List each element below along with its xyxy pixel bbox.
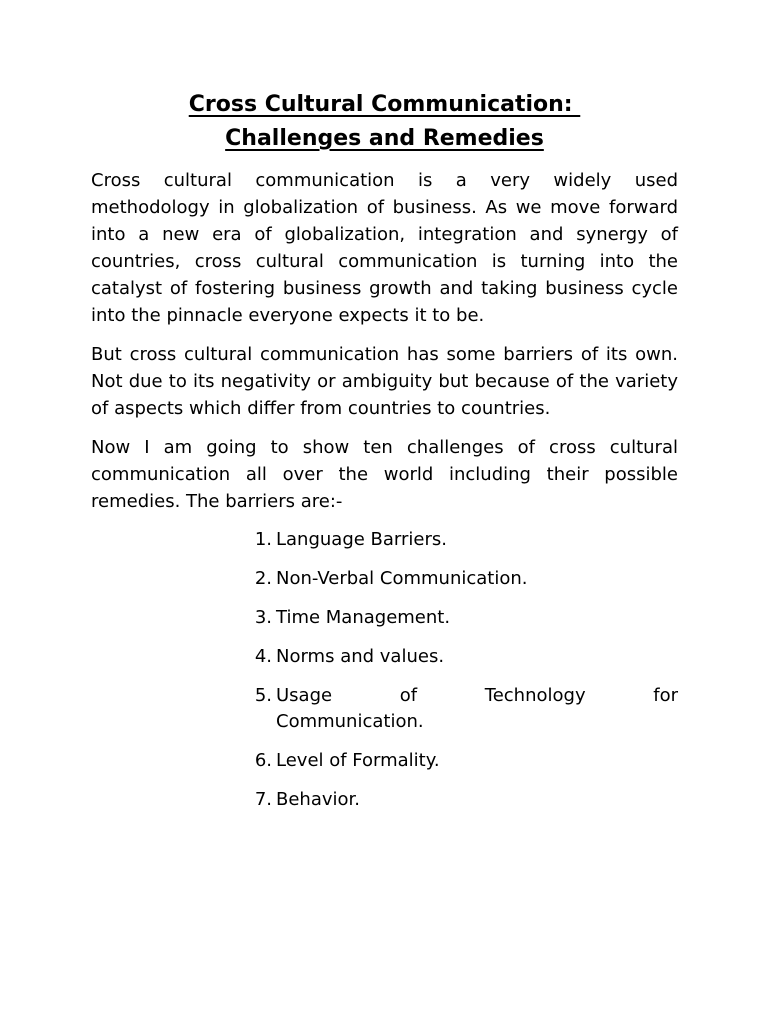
barriers-list	[91, 527, 678, 813]
list-item-continuation: Communication.	[276, 711, 424, 732]
paragraph-intro: Cross cultural communication is a very widely used methodology in globalization of business. As we move forward into a new era of globalization, integration and synergy of countries, cross cultural communication is turning into the catalyst of fostering business growth and taking business cycle into the pinnacle everyone expects it to be.	[91, 170, 678, 326]
list-item-word: of	[399, 685, 418, 706]
list-item-number: 1.	[254, 529, 272, 550]
list-item-number: 7.	[254, 789, 272, 810]
list-item-word: Usage	[276, 685, 333, 706]
paragraph-challenges: Now I am going to show ten challenges of cross cultural communication all over the world including their possible remedies. The barriers are:-	[91, 437, 678, 512]
list-item	[246, 787, 678, 813]
list-item-word: for	[653, 685, 678, 706]
list-item-text: Time Management.	[276, 607, 451, 628]
list-item	[246, 527, 678, 553]
list-item-text: Behavior.	[276, 789, 360, 810]
list-item	[246, 748, 678, 774]
list-item-text: Language Barriers.	[276, 529, 447, 550]
paragraph-barriers: But cross cultural communication has some barriers of its own. Not due to its negativity or ambiguity but because of the variety of aspects which differ from countries to countries.	[91, 344, 678, 419]
list-item-text: Norms and values.	[276, 646, 445, 667]
list-item-first-line	[276, 683, 678, 709]
list-item-number: 3.	[254, 607, 272, 628]
list-item	[246, 566, 678, 592]
title-line-1: Cross Cultural Communication:	[188, 92, 581, 117]
list-item-number: 2.	[254, 568, 272, 589]
title-line-2: Challenges and Remedies	[225, 126, 544, 151]
list-item-number: 6.	[254, 750, 272, 771]
list-item-word: Technology	[484, 685, 586, 706]
document-page	[91, 88, 678, 826]
list-item	[246, 644, 678, 670]
list-item-number: 5.	[254, 685, 272, 706]
list-item	[246, 605, 678, 631]
document-title	[91, 88, 678, 156]
list-item	[246, 683, 678, 735]
list-item-text	[276, 683, 678, 735]
list-item-text: Level of Formality.	[276, 750, 440, 771]
list-item-text: Non-Verbal Communication.	[276, 568, 528, 589]
list-item-number: 4.	[254, 646, 272, 667]
